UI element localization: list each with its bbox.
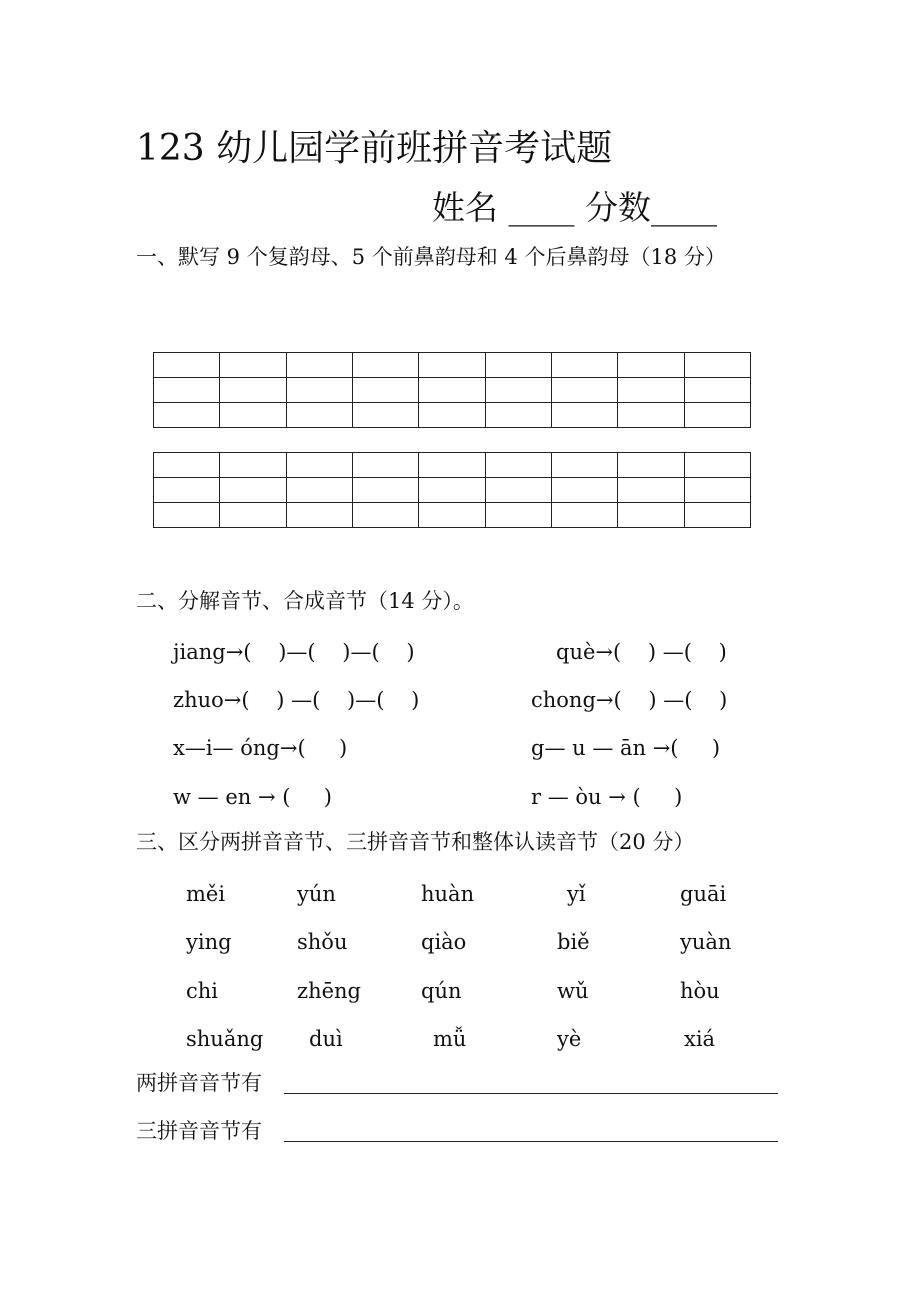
grid-cell[interactable] <box>485 403 551 428</box>
grid-cell[interactable] <box>551 453 617 478</box>
grid-cell[interactable] <box>286 353 352 378</box>
decompose-item: què→( ) —( ) <box>556 640 727 664</box>
syllable: xiá <box>684 1027 716 1051</box>
syllable: duì <box>309 1027 343 1051</box>
grid-cell[interactable] <box>154 403 220 428</box>
syllable: ying <box>186 930 232 954</box>
grid-cell[interactable] <box>551 353 617 378</box>
syllable: yuàn <box>680 930 732 954</box>
grid-cell[interactable] <box>419 478 485 503</box>
compose-item: r — òu → ( ) <box>531 785 683 809</box>
syllable: shǒu <box>297 930 348 954</box>
grid-cell[interactable] <box>352 378 418 403</box>
grid-cell[interactable] <box>352 353 418 378</box>
grid-cell[interactable] <box>618 478 684 503</box>
grid-cell[interactable] <box>154 453 220 478</box>
grid-cell[interactable] <box>684 378 750 403</box>
grid-cell[interactable] <box>485 478 551 503</box>
syllable: yǐ <box>567 882 586 906</box>
section-1-heading: 一、默写 9 个复韵母、5 个前鼻韵母和 4 个后鼻韵母（18 分） <box>136 245 726 269</box>
syllable: yún <box>297 882 336 906</box>
grid-cell[interactable] <box>352 403 418 428</box>
grid-cell[interactable] <box>220 378 286 403</box>
grid-cell[interactable] <box>684 453 750 478</box>
grid-cell[interactable] <box>352 478 418 503</box>
syllable: guāi <box>680 882 727 906</box>
grid-cell[interactable] <box>618 353 684 378</box>
grid-cell[interactable] <box>286 503 352 528</box>
section-2-heading: 二、分解音节、合成音节（14 分）。 <box>136 589 474 613</box>
grid-cell[interactable] <box>618 378 684 403</box>
answer-label-three-part: 三拼音音节有 <box>136 1119 262 1143</box>
grid-cell[interactable] <box>684 478 750 503</box>
syllable: qiào <box>421 930 467 954</box>
section-3-heading: 三、区分两拼音音节、三拼音音节和整体认读音节（20 分） <box>136 830 695 854</box>
grid-cell[interactable] <box>551 478 617 503</box>
syllable: huàn <box>421 882 475 906</box>
grid-cell[interactable] <box>618 403 684 428</box>
answer-grid-1[interactable] <box>153 352 751 428</box>
decompose-item: chong→( ) —( ) <box>531 688 728 712</box>
grid-cell[interactable] <box>618 503 684 528</box>
grid-cell[interactable] <box>551 378 617 403</box>
grid-cell[interactable] <box>154 353 220 378</box>
syllable: hòu <box>680 979 720 1003</box>
grid-cell[interactable] <box>684 503 750 528</box>
grid-cell[interactable] <box>684 403 750 428</box>
grid-cell[interactable] <box>154 503 220 528</box>
answer-grid-2[interactable] <box>153 452 751 528</box>
grid-cell[interactable] <box>419 353 485 378</box>
grid-cell[interactable] <box>220 503 286 528</box>
compose-item: w — en → ( ) <box>173 785 332 809</box>
grid-cell[interactable] <box>485 378 551 403</box>
page-title: 123 幼儿园学前班拼音考试题 <box>136 128 613 169</box>
syllable: zhēng <box>297 979 361 1003</box>
grid-cell[interactable] <box>684 353 750 378</box>
grid-row <box>154 453 751 478</box>
syllable: wǔ <box>557 979 589 1003</box>
answer-label-two-part: 两拼音音节有 <box>136 1071 262 1095</box>
syllable: měi <box>186 882 226 906</box>
grid-row <box>154 403 751 428</box>
grid-row <box>154 353 751 378</box>
grid-cell[interactable] <box>551 403 617 428</box>
grid-cell[interactable] <box>286 378 352 403</box>
syllable: biě <box>557 930 590 954</box>
compose-item: x—i— óng→( ) <box>173 736 348 760</box>
grid-cell[interactable] <box>352 453 418 478</box>
grid-cell[interactable] <box>485 503 551 528</box>
grid-cell[interactable] <box>154 478 220 503</box>
grid-cell[interactable] <box>286 453 352 478</box>
grid-cell[interactable] <box>485 353 551 378</box>
syllable: yè <box>557 1027 582 1051</box>
grid-cell[interactable] <box>154 378 220 403</box>
compose-item: g— u — ān →( ) <box>531 736 721 760</box>
name-score-line[interactable]: 姓名 ____ 分数____ <box>432 188 717 227</box>
grid-cell[interactable] <box>220 403 286 428</box>
grid-cell[interactable] <box>485 453 551 478</box>
grid-cell[interactable] <box>286 478 352 503</box>
grid-cell[interactable] <box>286 403 352 428</box>
grid-cell[interactable] <box>352 503 418 528</box>
answer-blank-three-part[interactable] <box>284 1141 778 1142</box>
grid-cell[interactable] <box>419 503 485 528</box>
decompose-item: zhuo→( ) —( )—( ) <box>173 688 420 712</box>
syllable: shuǎng <box>186 1027 264 1051</box>
decompose-item: jiang→( )—( )—( ) <box>173 640 415 664</box>
grid-row <box>154 478 751 503</box>
syllable: mǚ <box>433 1027 467 1051</box>
grid-cell[interactable] <box>551 503 617 528</box>
grid-cell[interactable] <box>419 378 485 403</box>
syllable: chi <box>186 979 219 1003</box>
grid-cell[interactable] <box>220 353 286 378</box>
grid-cell[interactable] <box>220 453 286 478</box>
grid-cell[interactable] <box>419 453 485 478</box>
grid-cell[interactable] <box>220 478 286 503</box>
grid-cell[interactable] <box>419 403 485 428</box>
syllable: qún <box>421 979 462 1003</box>
answer-blank-two-part[interactable] <box>284 1093 778 1094</box>
grid-row <box>154 503 751 528</box>
grid-cell[interactable] <box>618 453 684 478</box>
grid-row <box>154 378 751 403</box>
